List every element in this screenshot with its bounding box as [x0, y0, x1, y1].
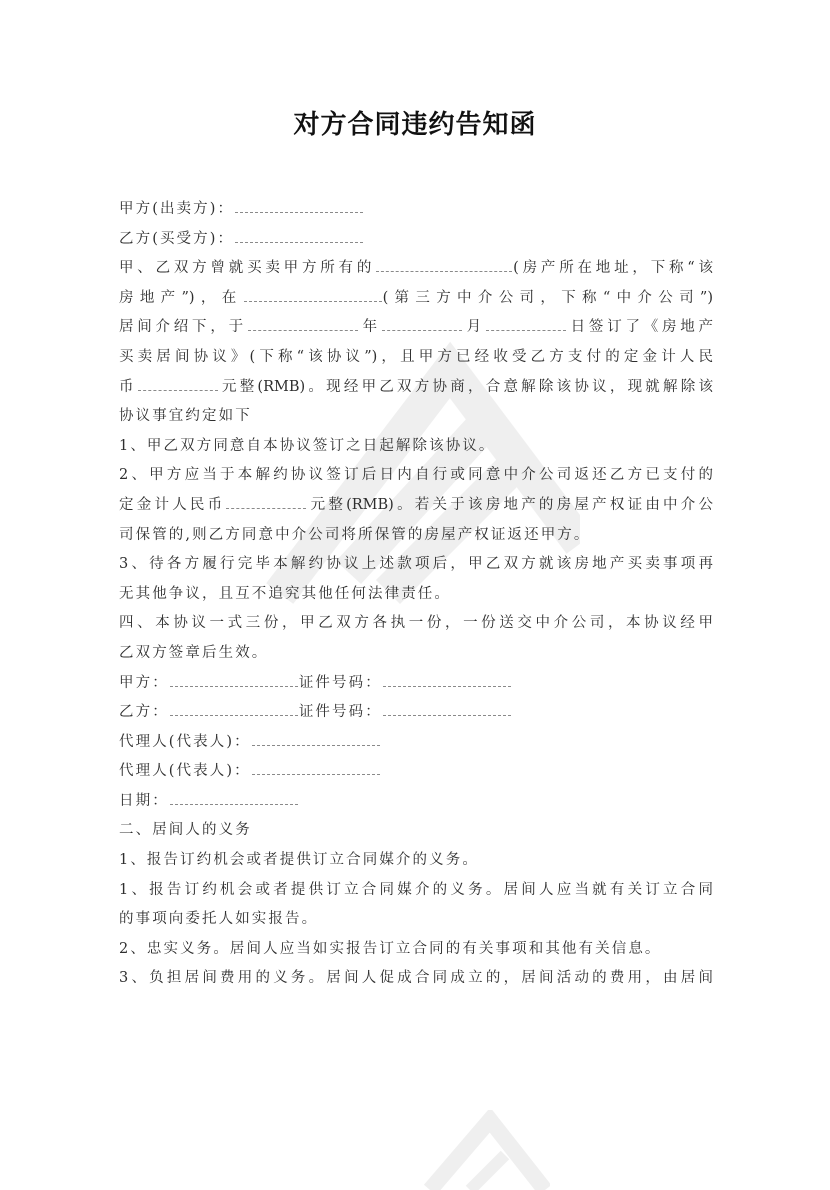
- text-line-p1-l5: [119, 373, 713, 403]
- fill-in-blank[interactable]: [170, 703, 298, 716]
- document-title: 对方合同违约告知函: [293, 110, 537, 140]
- text-segment: 3、负担居间费用的义务。居间人促成合同成立的，居间活动的费用，由居间: [119, 970, 713, 987]
- text-segment: 元整(RMB)。现经甲乙双方协商，合意解除该协议，现就解除该: [218, 378, 713, 395]
- fill-in-blank[interactable]: [235, 200, 363, 213]
- text-segment: (房产所在地址，下称“该: [513, 260, 713, 277]
- text-line-item-4-l1: [119, 609, 713, 639]
- text-segment: 3、待各方履行完毕本解约协议上述款项后，甲乙双方就该房地产买卖事项再: [119, 556, 713, 573]
- text-segment: 证件号码：: [298, 674, 382, 691]
- text-line-item-3-l2: [119, 580, 713, 610]
- text-line-item-3-l1: [119, 550, 713, 580]
- fill-in-blank[interactable]: [170, 792, 298, 805]
- fill-in-blank[interactable]: [252, 762, 380, 775]
- text-segment: 无其他争议，且互不追究其他任何法律责任。: [119, 585, 451, 602]
- text-line-duty-3: [119, 964, 713, 994]
- fill-in-blank[interactable]: [244, 289, 382, 302]
- text-segment: 1、甲乙双方同意自本协议签订之日起解除该协议。: [119, 437, 496, 454]
- text-segment: 甲方：: [119, 674, 169, 691]
- text-segment: 居间介绍下，于: [119, 319, 247, 336]
- text-line-p1-l3: [119, 313, 713, 343]
- text-segment: 乙双方签章后生效。: [119, 644, 269, 661]
- fill-in-blank[interactable]: [138, 378, 218, 391]
- fill-in-blank[interactable]: [383, 703, 511, 716]
- text-line-date: [119, 787, 713, 817]
- fill-in-blank[interactable]: [376, 259, 512, 272]
- text-line-duty-1b-l2: [119, 905, 713, 935]
- text-segment: 甲、乙双方曾就买卖甲方所有的: [119, 260, 376, 277]
- text-line-duty-1b-l1: [119, 876, 713, 906]
- text-segment: 定金计人民币: [119, 496, 226, 513]
- text-line-item-4-l2: [119, 639, 713, 669]
- text-segment: 2、甲方应当于本解约协议签订后日内自行或同意中介公司返还乙方已支付的: [119, 467, 713, 484]
- fill-in-blank[interactable]: [252, 733, 380, 746]
- text-line-duty-2: [119, 935, 713, 965]
- text-segment: 元整(RMB)。若关于该房地产的房屋产权证由中介公: [307, 496, 714, 513]
- text-segment: 的事项向委托人如实报告。: [119, 911, 319, 928]
- text-segment: 1、报告订约机会或者提供订立合同媒介的义务。居间人应当就有关订立合同: [119, 881, 713, 898]
- text-line-p1-l4: [119, 343, 713, 373]
- fill-in-blank[interactable]: [248, 318, 358, 331]
- text-segment: 1、报告订约机会或者提供订立合同媒介的义务。: [119, 852, 479, 869]
- text-line-p1-l2: [119, 284, 713, 314]
- text-line-p1-l1: [119, 254, 713, 284]
- text-segment: 协议事宜约定如下: [119, 408, 252, 425]
- text-segment: 房地产”)，在: [119, 289, 243, 306]
- text-segment: 买卖居间协议》(下称“该协议”)，且甲方已经收受乙方支付的定金计人民: [119, 348, 713, 365]
- text-line-item-2-l3: [119, 521, 713, 551]
- text-line-item-2-l2: [119, 491, 713, 521]
- text-line-sign-b: [119, 698, 713, 728]
- text-segment: 乙方(买受方)：: [119, 230, 235, 247]
- fill-in-blank[interactable]: [383, 674, 511, 687]
- text-segment: (第三方中介公司，下称“中介公司”): [382, 289, 713, 306]
- text-segment: 月: [462, 319, 485, 336]
- text-line-sign-a: [119, 669, 713, 699]
- text-segment: 日签订了《房地产: [566, 319, 714, 336]
- fill-in-blank[interactable]: [226, 496, 306, 509]
- text-segment: 日期：: [119, 792, 169, 809]
- text-line-item-2-l1: [119, 461, 713, 491]
- text-segment: 四、本协议一式三份，甲乙双方各执一份，一份送交中介公司，本协议经甲: [119, 615, 713, 632]
- text-line-party-b: [119, 225, 713, 255]
- text-segment: 代理人(代表人)：: [119, 763, 251, 780]
- text-line-p1-l6: [119, 402, 713, 432]
- text-segment: 年: [358, 319, 381, 336]
- text-line-duty-1a: [119, 846, 713, 876]
- text-segment: 甲方(出卖方)：: [119, 201, 235, 217]
- text-line-item-1: [119, 432, 713, 462]
- fill-in-blank[interactable]: [382, 318, 462, 331]
- text-segment: 币: [119, 378, 137, 395]
- text-segment: 2、忠实义务。居间人应当如实报告订立合同的有关事项和其他有关信息。: [119, 940, 662, 957]
- fill-in-blank[interactable]: [235, 230, 363, 243]
- watermark-logo-icon: [420, 1110, 550, 1190]
- text-segment: 证件号码：: [298, 704, 382, 721]
- text-line-party-a: [119, 195, 713, 225]
- fill-in-blank[interactable]: [170, 674, 298, 687]
- text-line-section-2: [119, 816, 713, 846]
- text-segment: 乙方：: [119, 704, 169, 721]
- fill-in-blank[interactable]: [486, 318, 566, 331]
- text-line-agent-2: [119, 757, 713, 787]
- text-segment: 司保管的,则乙方同意中介公司将所保管的房屋产权证返还甲方。: [119, 526, 591, 543]
- document-body: [119, 195, 713, 994]
- text-line-agent-1: [119, 728, 713, 758]
- text-segment: 二、居间人的义务: [119, 822, 252, 839]
- text-segment: 代理人(代表人)：: [119, 733, 251, 750]
